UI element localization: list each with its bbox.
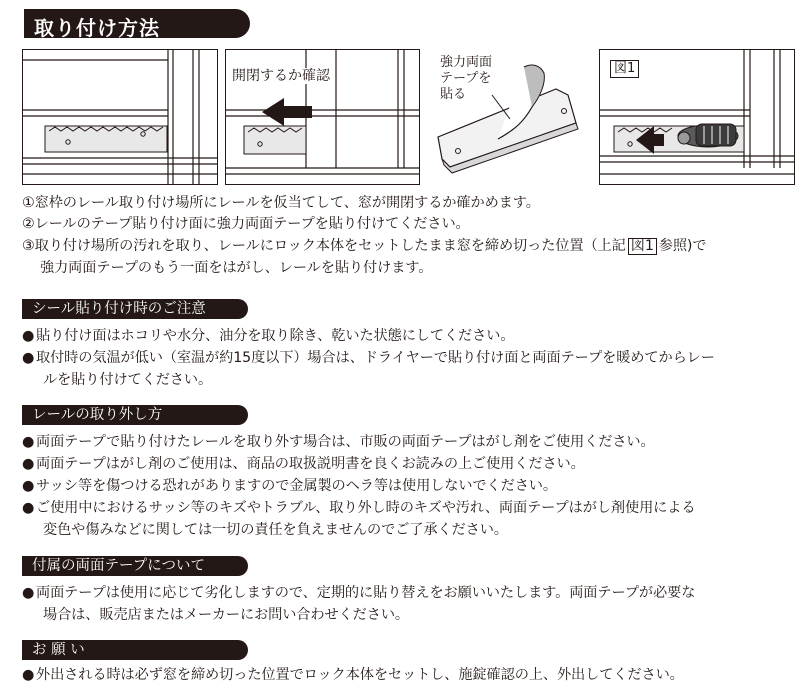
- removal-bullet-3: ● サッシ等を傷つける恐れがありますので金属製のヘラ等は使用しないでください。: [22, 478, 557, 494]
- illustration-panel-1: [22, 49, 218, 185]
- figure-1-label: 図1: [610, 60, 639, 78]
- seal-bullet-1: ● 貼り付け面はホコリや水分、油分を取り除き、乾いた状態にしてください。: [22, 328, 515, 344]
- removal-bullet-4: ● ご使用中におけるサッシ等のキズやトラブル、取り外し時のキズや汚れ、両面テープはがし剤使用による: [22, 500, 696, 516]
- illustration-panel-2: [225, 49, 420, 185]
- section-heading-tape: 付属の両面テープについて: [22, 556, 248, 576]
- figure-1-reference: 図1: [628, 238, 657, 255]
- removal-bullet-2: ● 両面テープはがし剤のご使用は、商品の取扱説明書を良くお読みの上ご使用ください。: [22, 456, 585, 472]
- panel-3-label-line3: 貼る: [440, 87, 467, 102]
- tape-bullet-1: ● 両面テープは使用に応じて劣化しますので、定期的に貼り替えをお願いいたします。両面テープが必要な: [22, 585, 696, 601]
- seal-bullet-2: ● 取付時の気温が低い（室温が約15度以下）場合は、ドライヤーで貼り付け面と両面テープを暖めてからレー: [22, 350, 715, 366]
- step-3-text-pre: ③取り付け場所の汚れを取り、レールにロック本体をセットしたまま窓を締め切った位置（上記: [22, 238, 626, 254]
- step-3-text-post: 参照)で: [658, 238, 707, 254]
- panel-3-label-line2: テープを: [440, 71, 492, 86]
- section-heading-request: お 願 い: [22, 640, 248, 660]
- removal-bullet-4-continuation: 変色や傷みなどに関しては一切の責任を負えませんのでご了承ください。: [43, 522, 508, 538]
- section-heading-removal: レールの取り外し方: [22, 405, 248, 425]
- request-bullet-1: ● 外出される時は必ず窓を締め切った位置でロック本体をセットし、施錠確認の上、外出してください。: [22, 667, 684, 683]
- panel-3-label-line1: 強力両面: [440, 55, 493, 70]
- step-2: ②レールのテープ貼り付け面に強力両面テープを貼り付けてください。: [22, 216, 470, 232]
- page-title: 取り付け方法: [34, 16, 160, 40]
- illustration-panel-3: [428, 49, 592, 185]
- page-title-bar: [24, 9, 250, 38]
- step-1: ①窓枠のレール取り付け場所にレールを仮当てして、窓が開閉するか確かめます。: [22, 195, 540, 211]
- panel-2-label: 開閉するか確認: [232, 68, 330, 84]
- step-3: [22, 236, 706, 256]
- removal-bullet-1: ● 両面テープで貼り付けたレールを取り外す場合は、市販の両面テープはがし剤をご使用ください。: [22, 434, 655, 450]
- seal-bullet-2-continuation: ルを貼り付けてください。: [43, 372, 213, 388]
- window-rail-illustration: [23, 50, 218, 185]
- tape-bullet-1-continuation: 場合は、販売店またはメーカーにお問い合わせください。: [43, 607, 409, 623]
- step-3-continuation: 強力両面テープのもう一面をはがし、レールを貼り付けます。: [40, 260, 433, 276]
- illustration-panel-4: [599, 49, 795, 185]
- section-heading-seal: シール貼り付け時のご注意: [22, 299, 248, 319]
